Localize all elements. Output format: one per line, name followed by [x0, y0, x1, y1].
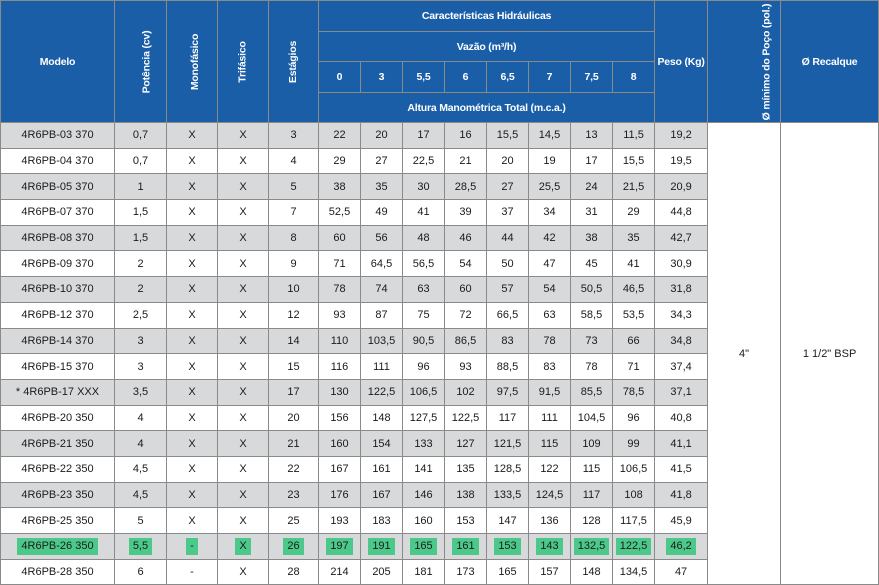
cell-monofasico: X [167, 277, 218, 303]
cell-monofasico: X [167, 251, 218, 277]
cell-altura: 128 [571, 508, 613, 534]
cell-altura: 31 [571, 200, 613, 226]
cell-monofasico: X [167, 200, 218, 226]
cell-altura: 15,5 [613, 148, 655, 174]
cell-altura: 124,5 [529, 482, 571, 508]
cell-estagios: 10 [269, 277, 319, 303]
cell-modelo: 4R6PB-12 370 [1, 302, 115, 328]
cell-altura: 160 [319, 431, 361, 457]
cell-potencia: 4 [115, 405, 167, 431]
cell-estagios: 21 [269, 431, 319, 457]
cell-altura: 60 [445, 277, 487, 303]
cell-altura: 46 [445, 225, 487, 251]
cell-estagios: 20 [269, 405, 319, 431]
cell-altura: 133 [403, 431, 445, 457]
highlight-value: 197 [326, 538, 352, 555]
cell-estagios: 7 [269, 200, 319, 226]
cell-altura: 108 [613, 482, 655, 508]
cell-altura: 27 [487, 174, 529, 200]
cell-altura: 44 [487, 225, 529, 251]
cell-altura: 102 [445, 379, 487, 405]
cell-estagios: 15 [269, 354, 319, 380]
cell-altura: 136 [529, 508, 571, 534]
cell-estagios [269, 534, 319, 560]
cell-altura: 173 [445, 559, 487, 585]
highlight-value: 191 [368, 538, 394, 555]
cell-altura: 57 [487, 277, 529, 303]
col-recalque: Ø Recalque [781, 1, 879, 123]
cell-estagios: 14 [269, 328, 319, 354]
cell-estagios: 3 [269, 123, 319, 149]
cell-peso: 20,9 [655, 174, 708, 200]
cell-altura: 111 [529, 405, 571, 431]
highlight-value: - [186, 538, 198, 555]
col-estagios: Estágios [269, 1, 319, 123]
cell-altura: 63 [403, 277, 445, 303]
cell-altura: 148 [361, 405, 403, 431]
cell-altura: 122 [529, 456, 571, 482]
cell-potencia: 2 [115, 277, 167, 303]
cell-altura: 71 [613, 354, 655, 380]
cell-modelo: 4R6PB-08 370 [1, 225, 115, 251]
cell-altura [361, 534, 403, 560]
cell-altura: 93 [445, 354, 487, 380]
col-monofasico: Monofásico [167, 1, 218, 123]
cell-altura: 106,5 [403, 379, 445, 405]
flow-header: 3 [361, 62, 403, 93]
cell-altura: 30 [403, 174, 445, 200]
cell-modelo: 4R6PB-05 370 [1, 174, 115, 200]
cell-altura: 29 [613, 200, 655, 226]
cell-modelo: 4R6PB-20 350 [1, 405, 115, 431]
cell-monofasico [167, 534, 218, 560]
cell-peso: 30,9 [655, 251, 708, 277]
cell-altura: 56,5 [403, 251, 445, 277]
col-peso: Peso (Kg) [655, 1, 708, 123]
col-poco: Ø mínimo do Poço (pol.) [708, 1, 781, 123]
cell-altura: 176 [319, 482, 361, 508]
cell-altura: 53,5 [613, 302, 655, 328]
highlight-value: 46,2 [666, 538, 695, 555]
cell-altura: 157 [529, 559, 571, 585]
cell-altura: 156 [319, 405, 361, 431]
cell-monofasico: X [167, 354, 218, 380]
cell-altura: 85,5 [571, 379, 613, 405]
col-altura: Altura Manométrica Total (m.c.a.) [319, 93, 655, 123]
cell-altura: 21,5 [613, 174, 655, 200]
cell-estagios: 12 [269, 302, 319, 328]
cell-altura: 16 [445, 123, 487, 149]
cell-potencia: 4 [115, 431, 167, 457]
cell-altura: 78 [571, 354, 613, 380]
cell-trifasico: X [218, 354, 269, 380]
cell-peso: 47 [655, 559, 708, 585]
cell-monofasico: X [167, 302, 218, 328]
cell-potencia: 3 [115, 328, 167, 354]
cell-altura: 97,5 [487, 379, 529, 405]
cell-altura: 35 [361, 174, 403, 200]
table-body [1, 123, 879, 585]
cell-altura: 103,5 [361, 328, 403, 354]
cell-altura: 39 [445, 200, 487, 226]
cell-altura: 41 [613, 251, 655, 277]
cell-altura: 86,5 [445, 328, 487, 354]
cell-modelo: 4R6PB-15 370 [1, 354, 115, 380]
cell-altura: 17 [403, 123, 445, 149]
cell-peso: 41,5 [655, 456, 708, 482]
cell-peso: 41,1 [655, 431, 708, 457]
cell-altura: 45 [571, 251, 613, 277]
cell-altura [487, 534, 529, 560]
cell-peso: 19,5 [655, 148, 708, 174]
cell-trifasico: X [218, 379, 269, 405]
highlight-value: X [235, 538, 250, 555]
cell-modelo: * 4R6PB-17 XXX [1, 379, 115, 405]
cell-altura: 58,5 [571, 302, 613, 328]
cell-altura: 25,5 [529, 174, 571, 200]
cell-altura: 183 [361, 508, 403, 534]
cell-altura: 193 [319, 508, 361, 534]
cell-peso: 37,1 [655, 379, 708, 405]
cell-modelo: 4R6PB-14 370 [1, 328, 115, 354]
cell-monofasico: X [167, 225, 218, 251]
highlight-value: 161 [452, 538, 478, 555]
cell-altura: 115 [571, 456, 613, 482]
cell-monofasico: - [167, 559, 218, 585]
cell-recalque-merged: 1 1/2" BSP [781, 123, 879, 585]
col-trifasico: Trifásico [218, 1, 269, 123]
cell-altura: 17 [571, 148, 613, 174]
cell-altura: 22 [319, 123, 361, 149]
cell-altura: 29 [319, 148, 361, 174]
cell-altura: 49 [361, 200, 403, 226]
cell-peso [655, 534, 708, 560]
cell-altura: 83 [487, 328, 529, 354]
cell-potencia: 2 [115, 251, 167, 277]
cell-modelo: 4R6PB-28 350 [1, 559, 115, 585]
cell-estagios: 25 [269, 508, 319, 534]
cell-monofasico: X [167, 482, 218, 508]
cell-trifasico: X [218, 277, 269, 303]
cell-altura: 135 [445, 456, 487, 482]
cell-altura: 35 [613, 225, 655, 251]
highlight-value: 143 [536, 538, 562, 555]
cell-altura [529, 534, 571, 560]
cell-altura: 110 [319, 328, 361, 354]
cell-altura: 11,5 [613, 123, 655, 149]
cell-poco-merged: 4" [708, 123, 781, 585]
cell-altura: 19 [529, 148, 571, 174]
highlight-value: 122,5 [616, 538, 652, 555]
cell-potencia: 5 [115, 508, 167, 534]
cell-altura: 122,5 [445, 405, 487, 431]
highlight-value: 26 [283, 538, 303, 555]
cell-potencia: 0,7 [115, 148, 167, 174]
cell-altura: 154 [361, 431, 403, 457]
cell-monofasico: X [167, 508, 218, 534]
highlight-value: 165 [410, 538, 436, 555]
cell-trifasico: X [218, 431, 269, 457]
cell-altura: 153 [445, 508, 487, 534]
cell-peso: 45,9 [655, 508, 708, 534]
cell-modelo: 4R6PB-04 370 [1, 148, 115, 174]
cell-estagios: 17 [269, 379, 319, 405]
cell-altura: 38 [571, 225, 613, 251]
cell-altura: 38 [319, 174, 361, 200]
cell-altura: 117,5 [613, 508, 655, 534]
cell-altura: 121,5 [487, 431, 529, 457]
cell-altura: 99 [613, 431, 655, 457]
cell-altura [613, 534, 655, 560]
cell-modelo: 4R6PB-07 370 [1, 200, 115, 226]
cell-peso: 41,8 [655, 482, 708, 508]
cell-altura: 127,5 [403, 405, 445, 431]
table-header [1, 1, 879, 123]
cell-altura: 52,5 [319, 200, 361, 226]
cell-altura: 66,5 [487, 302, 529, 328]
cell-trifasico: X [218, 559, 269, 585]
cell-trifasico: X [218, 405, 269, 431]
cell-altura: 117 [487, 405, 529, 431]
col-caracteristicas: Características Hidráulicas [319, 1, 655, 32]
cell-altura: 161 [361, 456, 403, 482]
cell-altura [403, 534, 445, 560]
cell-altura: 74 [361, 277, 403, 303]
cell-estagios: 22 [269, 456, 319, 482]
cell-altura: 130 [319, 379, 361, 405]
cell-trifasico: X [218, 123, 269, 149]
cell-estagios: 8 [269, 225, 319, 251]
cell-altura [571, 534, 613, 560]
cell-altura: 146 [403, 482, 445, 508]
cell-peso: 44,8 [655, 200, 708, 226]
cell-trifasico: X [218, 148, 269, 174]
cell-altura: 167 [319, 456, 361, 482]
cell-altura: 106,5 [613, 456, 655, 482]
cell-peso: 42,7 [655, 225, 708, 251]
flow-header: 5,5 [403, 62, 445, 93]
cell-trifasico: X [218, 482, 269, 508]
cell-monofasico: X [167, 456, 218, 482]
cell-altura: 91,5 [529, 379, 571, 405]
col-modelo: Modelo [1, 1, 115, 123]
cell-altura: 141 [403, 456, 445, 482]
col-potencia: Potência (cv) [115, 1, 167, 123]
cell-altura: 128,5 [487, 456, 529, 482]
cell-altura: 93 [319, 302, 361, 328]
cell-altura: 28,5 [445, 174, 487, 200]
cell-modelo [1, 534, 115, 560]
cell-altura: 165 [487, 559, 529, 585]
cell-altura: 27 [361, 148, 403, 174]
cell-altura: 54 [529, 277, 571, 303]
cell-altura: 46,5 [613, 277, 655, 303]
cell-altura: 20 [361, 123, 403, 149]
cell-estagios: 28 [269, 559, 319, 585]
cell-trifasico: X [218, 508, 269, 534]
cell-trifasico: X [218, 302, 269, 328]
cell-altura: 78 [319, 277, 361, 303]
cell-altura: 71 [319, 251, 361, 277]
cell-altura: 87 [361, 302, 403, 328]
cell-monofasico: X [167, 405, 218, 431]
cell-altura: 73 [571, 328, 613, 354]
cell-altura: 50,5 [571, 277, 613, 303]
col-vazao: Vazão (m³/h) [319, 32, 655, 62]
cell-monofasico: X [167, 328, 218, 354]
cell-monofasico: X [167, 431, 218, 457]
cell-altura: 111 [361, 354, 403, 380]
cell-potencia: 3 [115, 354, 167, 380]
cell-altura: 21 [445, 148, 487, 174]
cell-modelo: 4R6PB-21 350 [1, 431, 115, 457]
cell-monofasico: X [167, 379, 218, 405]
highlight-value: 4R6PB-26 350 [17, 538, 97, 555]
cell-altura: 72 [445, 302, 487, 328]
cell-altura: 96 [613, 405, 655, 431]
cell-altura: 181 [403, 559, 445, 585]
cell-peso: 34,3 [655, 302, 708, 328]
cell-peso: 37,4 [655, 354, 708, 380]
cell-potencia: 0,7 [115, 123, 167, 149]
cell-altura [319, 534, 361, 560]
cell-altura: 109 [571, 431, 613, 457]
cell-modelo: 4R6PB-10 370 [1, 277, 115, 303]
cell-altura: 78,5 [613, 379, 655, 405]
cell-altura: 13 [571, 123, 613, 149]
cell-altura: 42 [529, 225, 571, 251]
cell-altura: 60 [319, 225, 361, 251]
cell-modelo: 4R6PB-23 350 [1, 482, 115, 508]
cell-modelo: 4R6PB-09 370 [1, 251, 115, 277]
flow-header: 6,5 [487, 62, 529, 93]
cell-altura: 90,5 [403, 328, 445, 354]
cell-estagios: 5 [269, 174, 319, 200]
cell-altura: 24 [571, 174, 613, 200]
cell-altura: 20 [487, 148, 529, 174]
cell-altura: 117 [571, 482, 613, 508]
cell-altura: 47 [529, 251, 571, 277]
cell-peso: 34,8 [655, 328, 708, 354]
cell-altura: 167 [361, 482, 403, 508]
cell-trifasico: X [218, 225, 269, 251]
cell-altura: 134,5 [613, 559, 655, 585]
cell-peso: 31,8 [655, 277, 708, 303]
cell-altura: 78 [529, 328, 571, 354]
cell-altura: 160 [403, 508, 445, 534]
cell-altura: 133,5 [487, 482, 529, 508]
cell-estagios: 4 [269, 148, 319, 174]
flow-header: 7,5 [571, 62, 613, 93]
cell-peso: 19,2 [655, 123, 708, 149]
cell-potencia: 4,5 [115, 482, 167, 508]
cell-altura: 64,5 [361, 251, 403, 277]
cell-trifasico: X [218, 174, 269, 200]
cell-altura: 147 [487, 508, 529, 534]
cell-altura: 127 [445, 431, 487, 457]
highlight-value: 5,5 [129, 538, 152, 555]
cell-altura: 22,5 [403, 148, 445, 174]
cell-modelo: 4R6PB-22 350 [1, 456, 115, 482]
cell-altura: 122,5 [361, 379, 403, 405]
highlight-value: 132,5 [574, 538, 610, 555]
cell-modelo: 4R6PB-03 370 [1, 123, 115, 149]
cell-altura: 41 [403, 200, 445, 226]
cell-modelo: 4R6PB-25 350 [1, 508, 115, 534]
cell-altura: 104,5 [571, 405, 613, 431]
cell-altura: 63 [529, 302, 571, 328]
cell-altura: 34 [529, 200, 571, 226]
cell-potencia: 1,5 [115, 225, 167, 251]
highlight-value: 153 [494, 538, 520, 555]
cell-altura: 48 [403, 225, 445, 251]
cell-altura: 14,5 [529, 123, 571, 149]
cell-potencia: 4,5 [115, 456, 167, 482]
flow-header: 8 [613, 62, 655, 93]
cell-altura: 56 [361, 225, 403, 251]
cell-trifasico: X [218, 328, 269, 354]
cell-trifasico [218, 534, 269, 560]
cell-altura: 116 [319, 354, 361, 380]
cell-monofasico: X [167, 123, 218, 149]
cell-altura: 15,5 [487, 123, 529, 149]
cell-altura: 148 [571, 559, 613, 585]
cell-estagios: 9 [269, 251, 319, 277]
table-row [1, 123, 879, 149]
flow-header: 6 [445, 62, 487, 93]
cell-altura: 83 [529, 354, 571, 380]
flow-header: 7 [529, 62, 571, 93]
cell-altura: 88,5 [487, 354, 529, 380]
cell-trifasico: X [218, 251, 269, 277]
cell-altura: 37 [487, 200, 529, 226]
cell-potencia: 6 [115, 559, 167, 585]
cell-altura: 66 [613, 328, 655, 354]
cell-estagios: 23 [269, 482, 319, 508]
cell-altura: 54 [445, 251, 487, 277]
cell-altura [445, 534, 487, 560]
cell-altura: 115 [529, 431, 571, 457]
cell-potencia: 3,5 [115, 379, 167, 405]
cell-potencia: 1 [115, 174, 167, 200]
cell-altura: 96 [403, 354, 445, 380]
cell-peso: 40,8 [655, 405, 708, 431]
flow-header: 0 [319, 62, 361, 93]
cell-trifasico: X [218, 456, 269, 482]
cell-monofasico: X [167, 148, 218, 174]
cell-trifasico: X [218, 200, 269, 226]
cell-potencia: 2,5 [115, 302, 167, 328]
cell-potencia: 1,5 [115, 200, 167, 226]
cell-altura: 214 [319, 559, 361, 585]
cell-altura: 50 [487, 251, 529, 277]
cell-potencia [115, 534, 167, 560]
cell-altura: 75 [403, 302, 445, 328]
cell-monofasico: X [167, 174, 218, 200]
cell-altura: 205 [361, 559, 403, 585]
cell-altura: 138 [445, 482, 487, 508]
